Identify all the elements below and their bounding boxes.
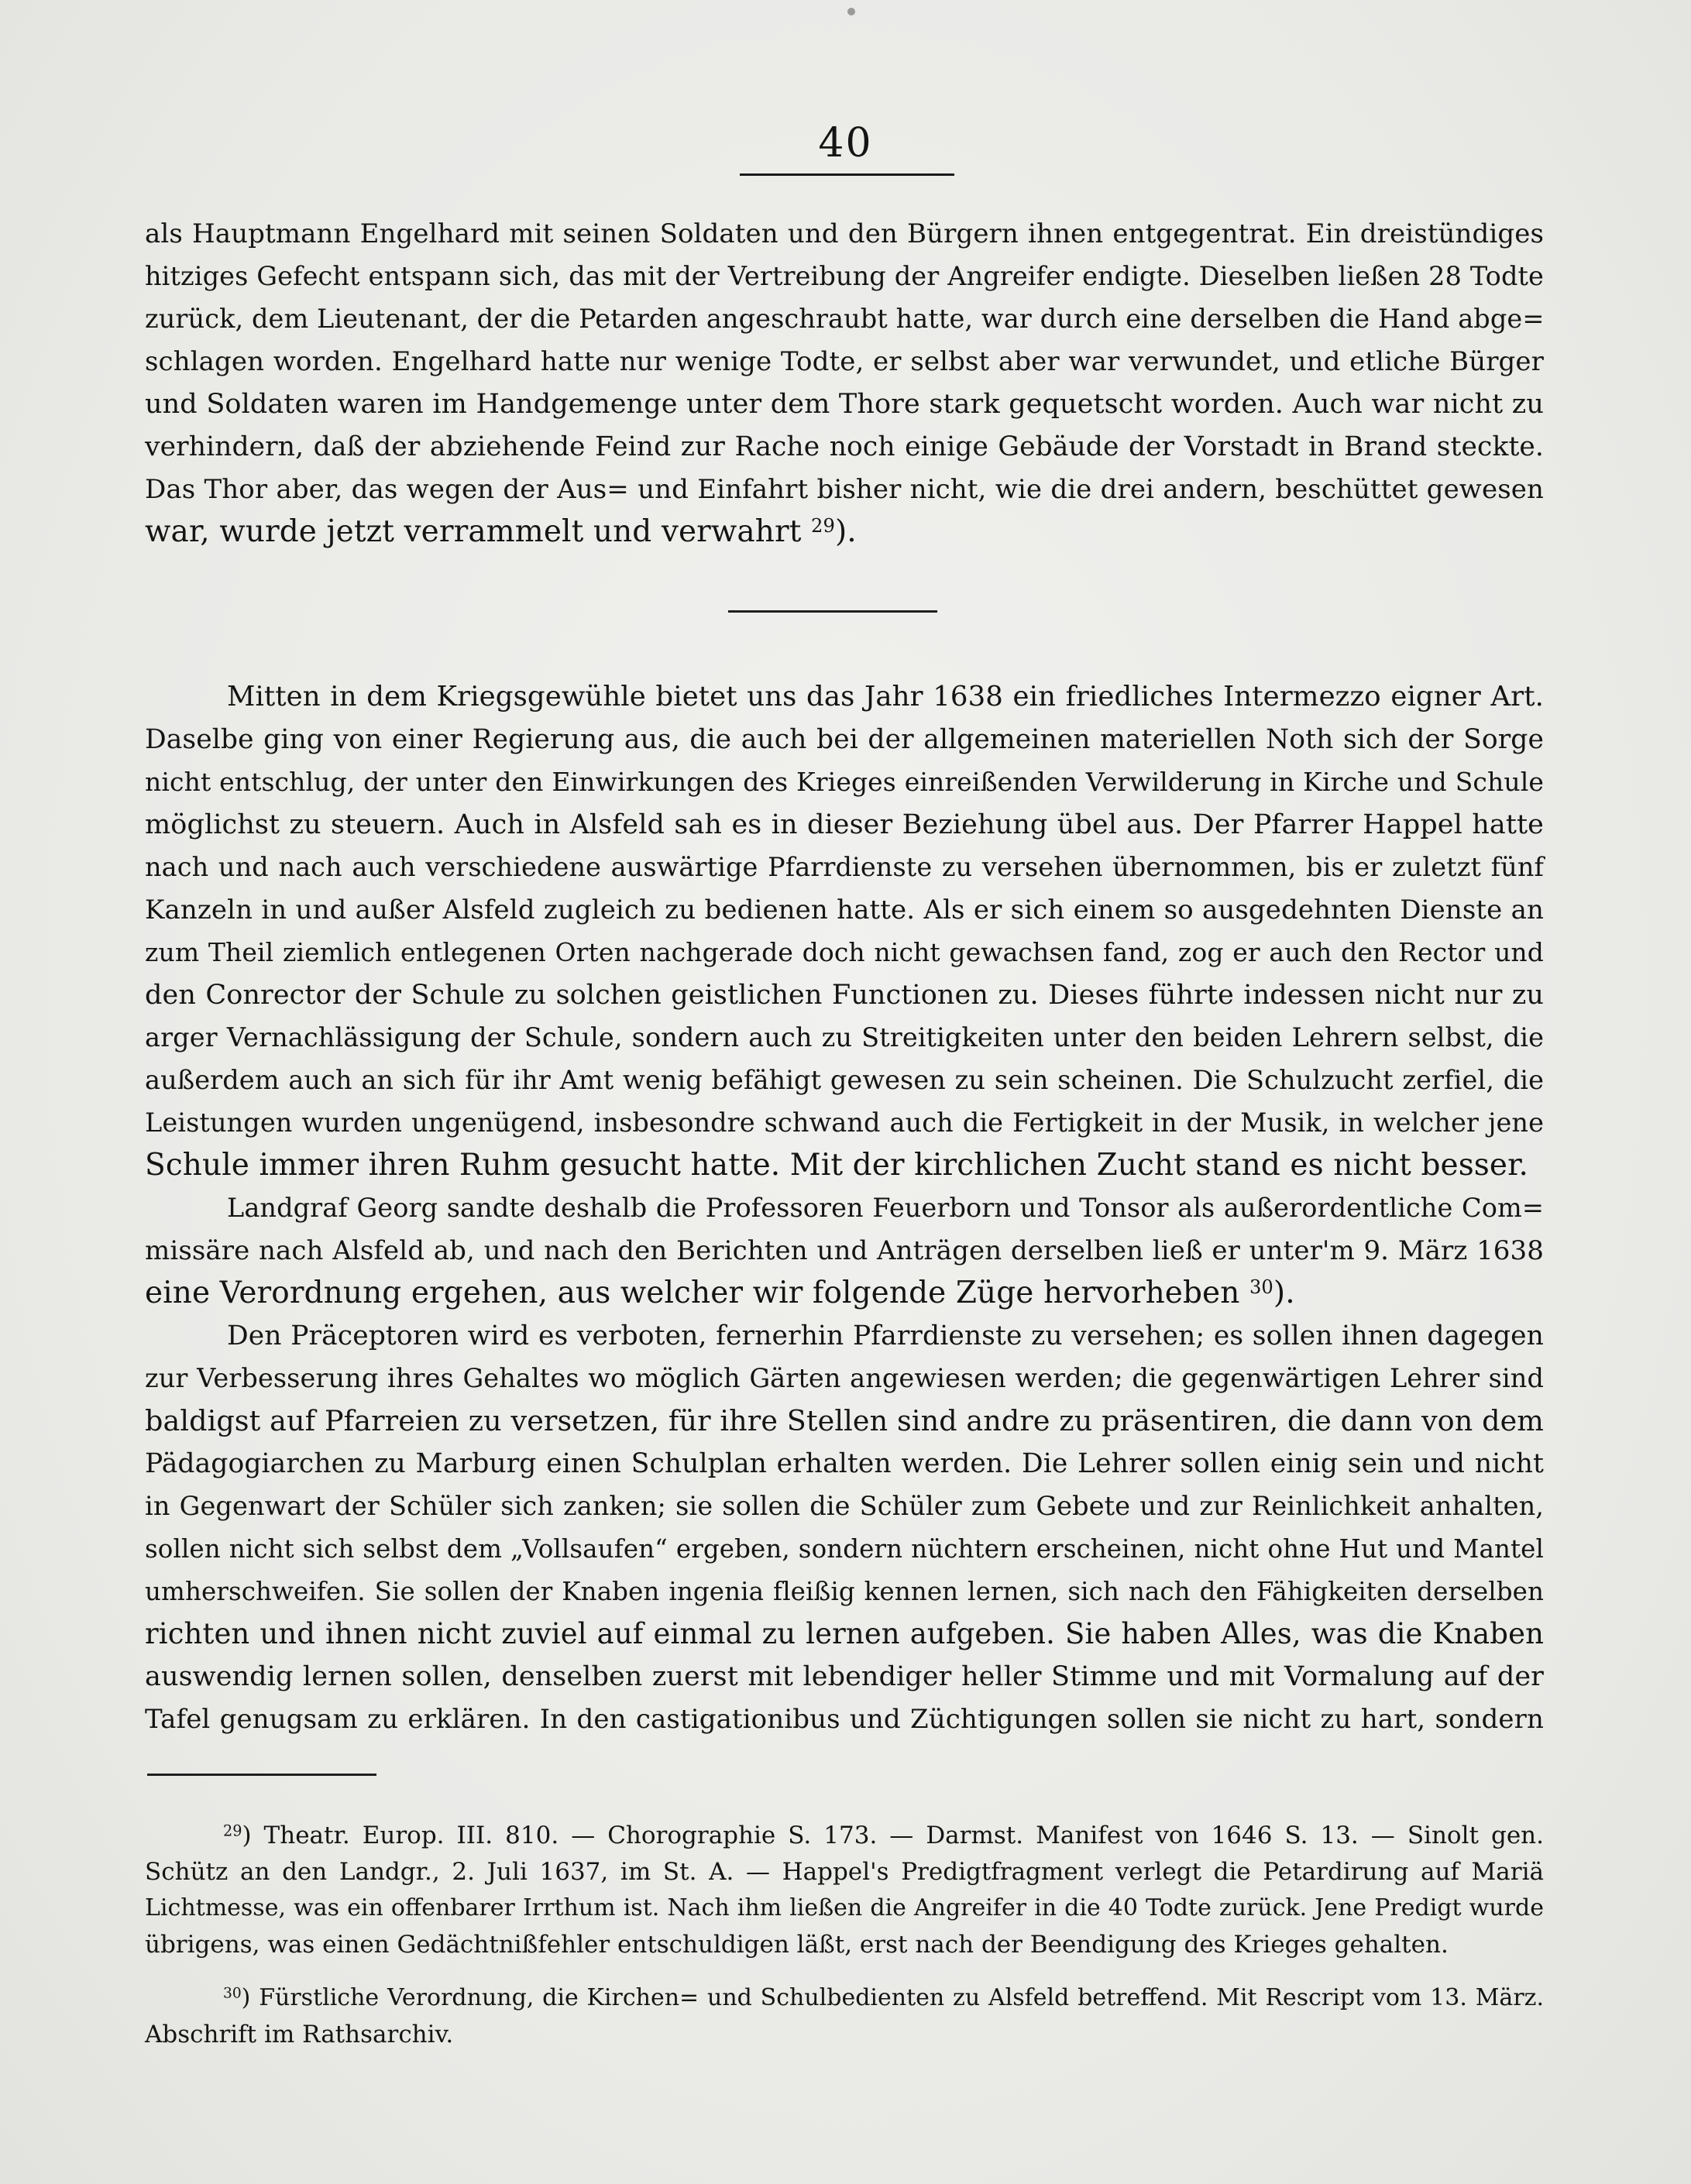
page-number-rule — [740, 173, 954, 176]
text-line: Schule immer ihren Ruhm gesucht hatte. Mit der kirchlichen Zucht stand es nicht besser. — [145, 1148, 1529, 1183]
text-line: außerdem auch an sich für ihr Amt wenig befähigt gewesen zu sein scheinen. Die Schulzucht zerfiel, die — [145, 1065, 1544, 1095]
text-line: richten und ihnen nicht zuviel auf einmal zu lernen aufgeben. Sie haben Alles, was die Knaben — [145, 1617, 1544, 1650]
text-line: Daselbe ging von einer Regierung aus, die auch bei der allgemeinen materiellen Noth sich der Sorge — [145, 724, 1544, 755]
footnote-text: ) Theatr. Europ. III. 810. — Chorographie S. 173. — Darmst. Manifest von 1646 S. 13. — Sinolt gen. — [242, 1822, 1544, 1849]
text-line — [145, 1272, 1544, 1314]
text-line: Den Präceptoren wird es verboten, fernerhin Pfarrdienste zu versehen; es sollen ihnen dagegen — [227, 1320, 1544, 1351]
text-span: ). — [834, 514, 857, 549]
footnote-line: Lichtmesse, was ein offenbarer Irrthum ist. Nach ihm ließen die Angreifer in die 40 Todte zurück. Jene Predigt wurde — [145, 1894, 1544, 1921]
text-line: als Hauptmann Engelhard mit seinen Soldaten und den Bürgern ihnen entgegentrat. Ein dreistündiges — [145, 218, 1544, 249]
text-line: verhindern, daß der abziehende Feind zur Rache noch einige Gebäude der Vorstadt in Brand steckte. — [145, 431, 1544, 462]
footnote-marker-30: 30 — [223, 1985, 242, 2002]
text-line: schlagen worden. Engelhard hatte nur wenige Todte, er selbst aber war verwundet, und etliche Bürger — [145, 346, 1544, 377]
text-line: baldigst auf Pfarreien zu versetzen, für ihre Stellen sind andre zu präsentiren, die dann von dem — [145, 1404, 1544, 1437]
text-span: war, wurde jetzt verrammelt und verwahrt — [145, 514, 811, 549]
text-line: Mitten in dem Kriegsgewühle bietet uns das Jahr 1638 ein friedliches Intermezzo eigner Art. — [227, 681, 1544, 713]
text-line: missäre nach Alsfeld ab, und nach den Berichten und Anträgen derselben ließ er unter'm 9. März 1638 — [145, 1235, 1544, 1266]
footnote-line: übrigens, was einen Gedächtnißfehler entschuldigen läßt, erst nach der Beendigung des Krieges gehalten. — [145, 1931, 1449, 1959]
text-line: möglichst zu steuern. Auch in Alsfeld sah es in dieser Beziehung übel aus. Der Pfarrer Happel hatte — [145, 809, 1544, 840]
text-line: Kanzeln in und außer Alsfeld zugleich zu bedienen hatte. Als er sich einem so ausgedehnten Dienste an — [145, 895, 1544, 925]
text-line: den Conrector der Schule zu solchen geistlichen Functionen zu. Dieses führte indessen nicht nur zu — [145, 980, 1544, 1011]
text-line: Pädagogiarchen zu Marburg einen Schulplan erhalten werden. Die Lehrer sollen einig sein und nicht — [145, 1448, 1544, 1479]
footnote-divider — [147, 1774, 376, 1776]
footnote-line — [223, 1818, 1544, 1853]
footnote-marker-29: 29 — [223, 1822, 242, 1840]
text-line: arger Vernachlässigung der Schule, sondern auch zu Streitigkeiten unter den beiden Lehrern selbst, die — [145, 1022, 1544, 1053]
text-line: hitziges Gefecht entspann sich, das mit der Vertreibung der Angreifer endigte. Dieselben ließen 28 Todte — [145, 261, 1544, 291]
footnote-line: Abschrift im Rathsarchiv. — [145, 2021, 454, 2048]
section-divider — [728, 610, 937, 613]
text-line: zum Theil ziemlich entlegenen Orten nachgerade doch nicht gewachsen fand, zog er auch den Rector und — [145, 937, 1544, 967]
footnote-line: Schütz an den Landgr., 2. Juli 1637, im St. A. — Happel's Predigtfragment verlegt die Petardirung auf Mariä — [145, 1858, 1544, 1886]
text-line: und Soldaten waren im Handgemenge unter dem Thore stark gequetscht worden. Auch war nicht zu — [145, 389, 1544, 420]
text-line: umherschweifen. Sie sollen der Knaben ingenia fleißig kennen lernen, sich nach den Fähigkeiten derselben — [145, 1577, 1544, 1606]
text-line: zurück, dem Lieutenant, der die Petarden angeschraubt hatte, war durch eine derselben die Hand abge= — [145, 304, 1545, 334]
text-line: nach und nach auch verschiedene auswärtige Pfarrdienste zu versehen übernommen, bis er zuletzt fünf — [145, 852, 1544, 882]
footnote-text: ) Fürstliche Verordnung, die Kirchen= und Schulbedienten zu Alsfeld betreffend. Mit Rescript vom 13. März. — [241, 1984, 1544, 2011]
text-line — [145, 511, 1544, 553]
text-line: Tafel genugsam zu erklären. In den castigationibus und Züchtigungen sollen sie nicht zu hart, sondern — [145, 1704, 1544, 1735]
footnote-ref-30: 30 — [1249, 1276, 1273, 1298]
text-line: in Gegenwart der Schüler sich zanken; sie sollen die Schüler zum Gebete und zur Reinlichkeit anhalten, — [145, 1491, 1544, 1521]
text-line: Landgraf Georg sandte deshalb die Professoren Feuerborn und Tonsor als außerordentliche Com= — [227, 1193, 1544, 1223]
text-span: ). — [1273, 1276, 1295, 1310]
footnote-ref-29: 29 — [811, 514, 835, 537]
page-number: 40 — [818, 120, 873, 167]
page-speck — [847, 8, 855, 15]
text-line: zur Verbesserung ihres Gehaltes wo möglich Gärten angewiesen werden; die gegenwärtigen Lehrer sind — [145, 1363, 1544, 1393]
text-line: Leistungen wurden ungenügend, insbesondre schwand auch die Fertigkeit in der Musik, in welcher jene — [145, 1107, 1544, 1138]
text-line: sollen nicht sich selbst dem „Vollsaufen“ ergeben, sondern nüchtern erscheinen, nicht ohne Hut und Mantel — [145, 1534, 1544, 1564]
footnote-line — [223, 1981, 1544, 2015]
text-span: eine Verordnung ergehen, aus welcher wir folgende Züge hervorheben — [145, 1276, 1249, 1310]
text-line: auswendig lernen sollen, denselben zuerst mit lebendiger heller Stimme und mit Vormalung auf der — [145, 1661, 1544, 1692]
text-line: Das Thor aber, das wegen der Aus= und Einfahrt bisher nicht, wie die drei andern, beschüttet gewesen — [145, 474, 1544, 505]
text-line: nicht entschlug, der unter den Einwirkungen des Krieges einreißenden Verwilderung in Kirche und Schule — [145, 767, 1544, 797]
